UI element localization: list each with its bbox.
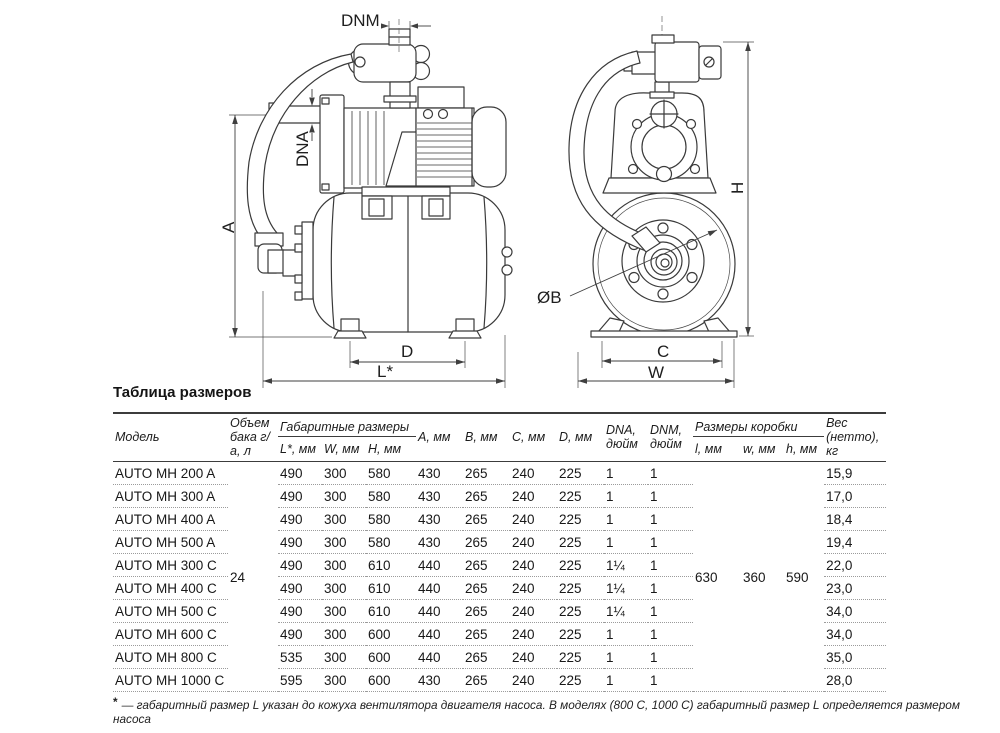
cell-model: AUTO MH 400 C xyxy=(113,577,228,600)
cell-b: 265 xyxy=(463,577,510,600)
dim-label-a: A xyxy=(219,221,238,233)
cell-h: 600 xyxy=(366,623,416,646)
col-header-dnm: DNM, дюйм xyxy=(648,413,693,462)
col-header-weight: Вес (нетто), кг xyxy=(824,413,886,462)
cell-d: 225 xyxy=(557,508,604,531)
cell-dna: 1 xyxy=(604,646,648,669)
cell-l: 535 xyxy=(278,646,322,669)
cell-model: AUTO MH 200 A xyxy=(113,462,228,485)
cell-h: 600 xyxy=(366,646,416,669)
cell-l: 490 xyxy=(278,600,322,623)
cell-d: 225 xyxy=(557,554,604,577)
cell-h: 610 xyxy=(366,577,416,600)
cell-dnm: 1 xyxy=(648,485,693,508)
cell-weight: 34,0 xyxy=(824,600,886,623)
col-header-w: W, мм xyxy=(322,437,366,462)
cell-a: 430 xyxy=(416,508,463,531)
cell-l: 490 xyxy=(278,554,322,577)
cell-box-l: 630 xyxy=(693,462,741,692)
col-group-box-dimensions: Размеры коробки xyxy=(693,413,824,437)
dimensions-table-section xyxy=(113,384,888,692)
cell-d: 225 xyxy=(557,577,604,600)
cell-c: 240 xyxy=(510,462,557,485)
dim-label-l: L* xyxy=(377,362,394,381)
cell-l: 490 xyxy=(278,485,322,508)
cell-c: 240 xyxy=(510,508,557,531)
cell-weight: 34,0 xyxy=(824,623,886,646)
cell-l: 490 xyxy=(278,577,322,600)
cell-a: 430 xyxy=(416,462,463,485)
cell-b: 265 xyxy=(463,646,510,669)
cell-dna: 1 xyxy=(604,462,648,485)
col-header-dna: DNA, дюйм xyxy=(604,413,648,462)
cell-w: 300 xyxy=(322,669,366,692)
cell-model: AUTO MH 300 A xyxy=(113,485,228,508)
cell-weight: 28,0 xyxy=(824,669,886,692)
cell-dnm: 1 xyxy=(648,646,693,669)
pressure-switch-side xyxy=(349,19,430,108)
cell-model: AUTO MH 800 C xyxy=(113,646,228,669)
cell-l: 490 xyxy=(278,508,322,531)
dim-label-w: W xyxy=(648,363,665,382)
cell-b: 265 xyxy=(463,508,510,531)
pressure-tank-side xyxy=(313,193,512,338)
cell-b: 265 xyxy=(463,531,510,554)
cell-w: 300 xyxy=(322,623,366,646)
dimensions-table xyxy=(113,412,886,692)
cell-model: AUTO MH 500 A xyxy=(113,531,228,554)
cell-c: 240 xyxy=(510,623,557,646)
cell-l: 490 xyxy=(278,462,322,485)
cell-c: 240 xyxy=(510,554,557,577)
cell-h: 580 xyxy=(366,485,416,508)
cell-l: 490 xyxy=(278,623,322,646)
cell-dna: 1¼ xyxy=(604,554,648,577)
cell-h: 580 xyxy=(366,531,416,554)
cell-b: 265 xyxy=(463,600,510,623)
cell-weight: 22,0 xyxy=(824,554,886,577)
cell-box-w: 360 xyxy=(741,462,784,692)
col-header-c: C, мм xyxy=(510,413,557,462)
cell-weight: 23,0 xyxy=(824,577,886,600)
cell-a: 440 xyxy=(416,600,463,623)
cell-d: 225 xyxy=(557,485,604,508)
cell-a: 430 xyxy=(416,485,463,508)
cell-w: 300 xyxy=(322,508,366,531)
cell-dna: 1 xyxy=(604,623,648,646)
footnote-text: — габаритный размер L указан до кожуха вентилятора двигателя насоса. В моделях (800 С, 1000 С) габаритный размер L определяется размером насоса xyxy=(113,698,960,726)
pump-front xyxy=(603,82,716,193)
col-header-a: A, мм xyxy=(416,413,463,462)
table-title: Таблица размеров xyxy=(113,384,252,401)
cell-d: 225 xyxy=(557,669,604,692)
cell-box-h: 590 xyxy=(784,462,824,692)
col-header-b: B, мм xyxy=(463,413,510,462)
cell-weight: 15,9 xyxy=(824,462,886,485)
cell-h: 580 xyxy=(366,462,416,485)
cell-d: 225 xyxy=(557,600,604,623)
cell-weight: 19,4 xyxy=(824,531,886,554)
cell-dnm: 1 xyxy=(648,577,693,600)
cell-w: 300 xyxy=(322,485,366,508)
cell-dna: 1¼ xyxy=(604,600,648,623)
cell-h: 580 xyxy=(366,508,416,531)
cell-a: 440 xyxy=(416,646,463,669)
cell-dnm: 1 xyxy=(648,531,693,554)
cell-w: 300 xyxy=(322,531,366,554)
cell-c: 240 xyxy=(510,600,557,623)
col-header-box-l: l, мм xyxy=(693,437,741,462)
cell-c: 240 xyxy=(510,646,557,669)
col-header-l: L*, мм xyxy=(278,437,322,462)
cell-d: 225 xyxy=(557,531,604,554)
cell-dna: 1 xyxy=(604,485,648,508)
dim-label-b-diameter: ØB xyxy=(537,288,562,307)
dim-dnm xyxy=(381,21,431,29)
cell-c: 240 xyxy=(510,577,557,600)
col-group-overall-dimensions: Габаритные размеры xyxy=(278,413,416,437)
cell-w: 300 xyxy=(322,646,366,669)
cell-w: 300 xyxy=(322,600,366,623)
cell-tank-volume: 24 xyxy=(228,462,278,692)
dim-label-dna: DNA xyxy=(293,131,312,167)
dim-label-c: C xyxy=(657,342,670,361)
cell-dnm: 1 xyxy=(648,462,693,485)
cell-d: 225 xyxy=(557,462,604,485)
dim-label-d: D xyxy=(401,342,414,361)
cell-a: 430 xyxy=(416,531,463,554)
cell-b: 265 xyxy=(463,623,510,646)
cell-dna: 1 xyxy=(604,669,648,692)
cell-dnm: 1 xyxy=(648,508,693,531)
cell-h: 600 xyxy=(366,669,416,692)
cell-b: 265 xyxy=(463,554,510,577)
cell-l: 490 xyxy=(278,531,322,554)
pump-station-front-view xyxy=(537,16,754,388)
cell-dna: 1¼ xyxy=(604,577,648,600)
cell-l: 595 xyxy=(278,669,322,692)
cell-b: 265 xyxy=(463,485,510,508)
dim-label-dnm: DNM xyxy=(341,11,380,30)
cell-dnm: 1 xyxy=(648,600,693,623)
cell-a: 440 xyxy=(416,577,463,600)
cell-d: 225 xyxy=(557,646,604,669)
cell-dna: 1 xyxy=(604,531,648,554)
cell-b: 265 xyxy=(463,669,510,692)
cell-dnm: 1 xyxy=(648,554,693,577)
cell-weight: 18,4 xyxy=(824,508,886,531)
cell-a: 440 xyxy=(416,623,463,646)
cell-weight: 35,0 xyxy=(824,646,886,669)
cell-c: 240 xyxy=(510,485,557,508)
col-header-d: D, мм xyxy=(557,413,604,462)
cell-c: 240 xyxy=(510,531,557,554)
col-header-tank-volume: Объем бака г/а, л xyxy=(228,413,278,462)
cell-a: 440 xyxy=(416,554,463,577)
cell-model: AUTO MH 600 C xyxy=(113,623,228,646)
cell-d: 225 xyxy=(557,623,604,646)
col-header-box-w: w, мм xyxy=(741,437,784,462)
cell-dna: 1 xyxy=(604,508,648,531)
cell-model: AUTO MH 500 C xyxy=(113,600,228,623)
cell-w: 300 xyxy=(322,554,366,577)
cell-dnm: 1 xyxy=(648,623,693,646)
cell-model: AUTO MH 400 A xyxy=(113,508,228,531)
cell-model: AUTO MH 1000 C xyxy=(113,669,228,692)
cell-dnm: 1 xyxy=(648,669,693,692)
cell-a: 430 xyxy=(416,669,463,692)
pump-station-side-view xyxy=(219,11,512,388)
cell-h: 610 xyxy=(366,600,416,623)
table-row xyxy=(113,462,886,485)
col-header-model: Модель xyxy=(113,413,228,462)
cell-c: 240 xyxy=(510,669,557,692)
cell-h: 610 xyxy=(366,554,416,577)
cell-model: AUTO MH 300 C xyxy=(113,554,228,577)
cell-w: 300 xyxy=(322,577,366,600)
cell-weight: 17,0 xyxy=(824,485,886,508)
footnote xyxy=(113,695,993,726)
footnote-marker: * xyxy=(113,695,118,709)
cell-b: 265 xyxy=(463,462,510,485)
pressure-switch-front xyxy=(624,16,721,82)
col-header-h: H, мм xyxy=(366,437,416,462)
cell-w: 300 xyxy=(322,462,366,485)
col-header-box-h: h, мм xyxy=(784,437,824,462)
dim-label-h: H xyxy=(728,181,747,194)
